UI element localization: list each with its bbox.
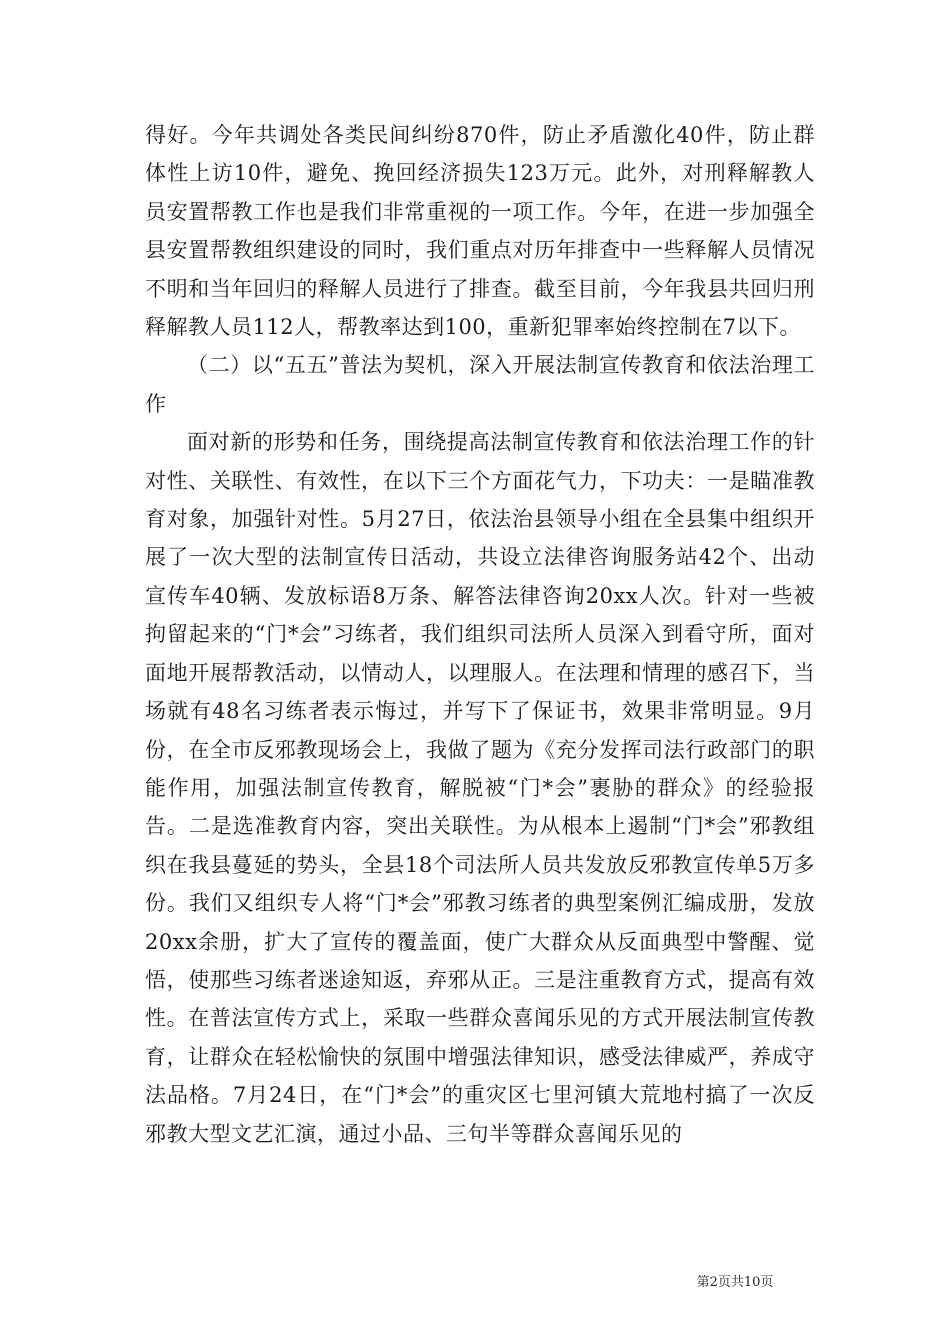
paragraph-continuation: 得好。今年共调处各类民间纠纷870件，防止矛盾激化40件，防止群体性上访10件，避免、挽回经济损失123万元。此外，对刑释解教人员安置帮教工作也是我们非常重视的一项工作。今年，在进一步加强全县安置帮教组织建设的同时，我们重点对历年排查中一些释解人员情况不明和当年回归的释解人员进行了排查。截至目前，今年我县共回归刑释解教人员112人，帮教率达到100，重新犯罪率始终控制在7以下。	[145, 123, 815, 340]
page-number-footer: 第2页共10页	[696, 1275, 774, 1290]
body-text	[145, 116, 815, 1153]
section-heading: （二）以“五五”普法为契机，深入开展法制宣传教育和依法治理工作	[145, 353, 815, 416]
paragraph-body: 面对新的形势和任务，围绕提高法制宣传教育和依法治理工作的针对性、关联性、有效性，在以下三个方面花气力，下功夫：一是瞄准教育对象，加强针对性。5月27日，依法治县领导小组在全县集中组织开展了一次大型的法制宣传日活动，共设立法律咨询服务站42个、出动宣传车40辆、发放标语8万条、解答法律咨询20xx人次。针对一些被拘留起来的“门*会”习练者，我们组织司法所人员深入到看守所，面对面地开展帮教活动，以情动人，以理服人。在法理和情理的感召下，当场就有48名习练者表示悔过，并写下了保证书，效果非常明显。9月份，在全市反邪教现场会上，我做了题为《充分发挥司法行政部门的职能作用，加强法制宣传教育，解脱被“门*会”裹胁的群众》的经验报告。二是选准教育内容，突出关联性。为从根本上遏制“门*会”邪教组织在我县蔓延的势头，全县18个司法所人员共发放反邪教宣传单5万多份。我们又组织专人将“门*会”邪教习练者的典型案例汇编成册，发放20xx余册，扩大了宣传的覆盖面，使广大群众从反面典型中警醒、觉悟，使那些习练者迷途知返，弃邪从正。三是注重教育方式，提高有效性。在普法宣传方式上，采取一些群众喜闻乐见的方式开展法制宣传教育，让群众在轻松愉快的氛围中增强法律知识，感受法律威严，养成守法品格。7月24日，在“门*会”的重灾区七里河镇大荒地村搞了一次反邪教大型文艺汇演，通过小品、三句半等群众喜闻乐见的	[145, 430, 815, 1146]
